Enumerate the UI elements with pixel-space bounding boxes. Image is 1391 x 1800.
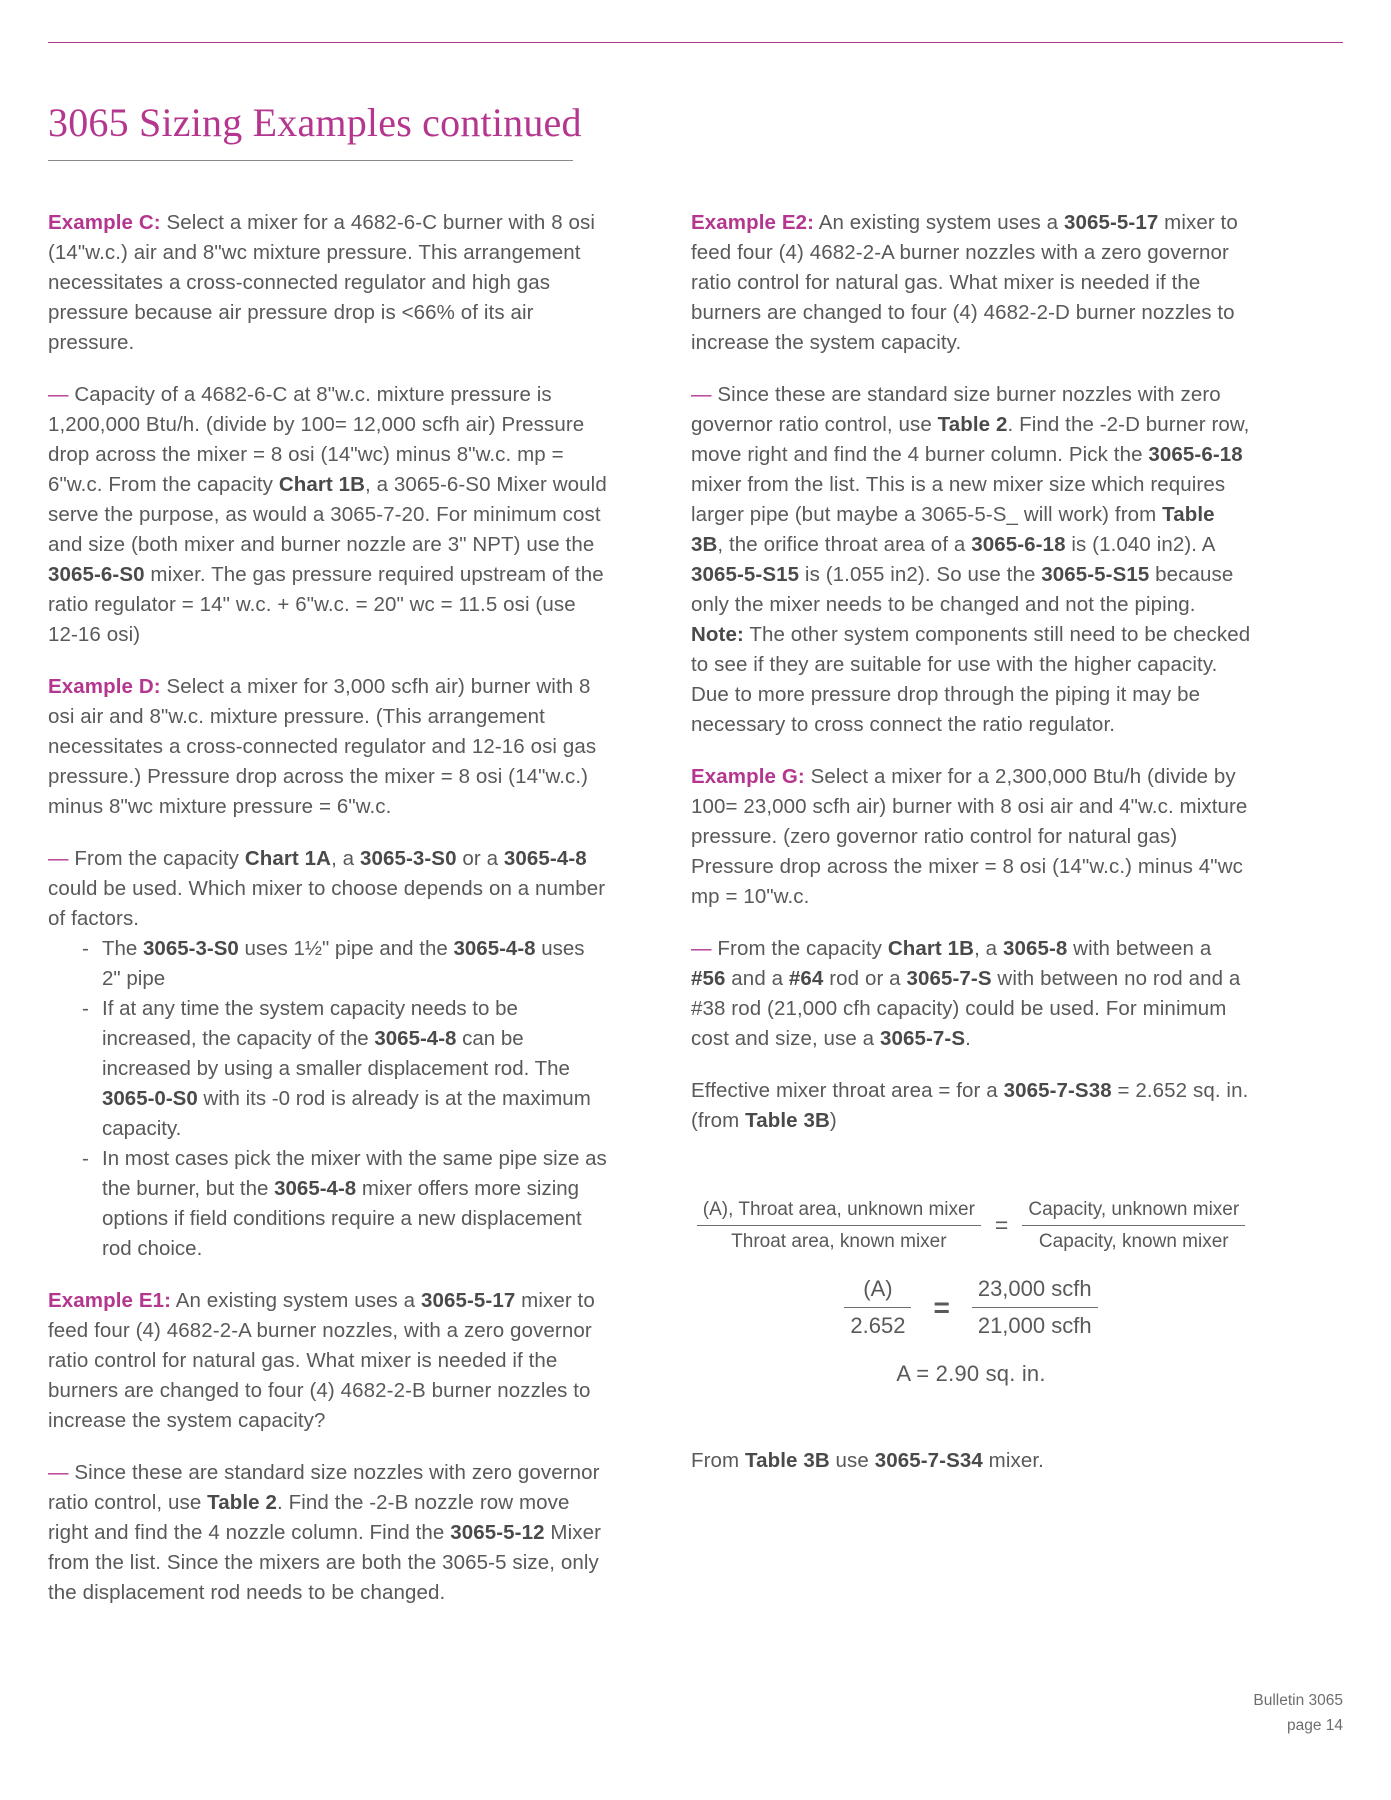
text-run: is (1.040 in2). A — [1065, 533, 1215, 556]
equals-sign: = — [933, 1292, 950, 1323]
text-run: mixer. The gas pressure required upstream of the ratio regulator = 14" w.c. + 6"w.c. = 20" wc = 11.5 osi (use 12-16 osi) — [48, 563, 604, 646]
fraction-unknown-area — [844, 1273, 911, 1342]
text-run: , a 3065-6-S0 Mixer would serve the purpose, as would a 3065-7-20. For minimum cost and size (both mixer and burner nozzle are 3" NPT) use the — [48, 473, 607, 556]
text-run: , the orifice throat area of a — [717, 533, 972, 556]
text-run: can be increased by using a smaller displacement rod. The — [102, 1027, 570, 1080]
equals-sign: = — [994, 1212, 1009, 1238]
text-run: ) — [829, 1109, 837, 1132]
em-dash-marker: — — [48, 1461, 69, 1484]
example-g-body: Select a mixer for a 2,300,000 Btu/h (divide by 100= 23,000 scfh air) burner with 8 osi air and 4"w.c. mixture pressure. (zero governor ratio control for natural gas) Pressure drop across the mixer = 8 osi (14"w.c.) minus 4"wc mp = 10"w.c. — [691, 765, 1248, 908]
fraction-capacity — [1022, 1196, 1245, 1255]
text-run: use — [829, 1449, 875, 1472]
ref-mixer-model: 3065-5-12 — [450, 1521, 545, 1544]
paragraph-example-g — [691, 762, 1251, 912]
fraction-denominator: Throat area, known mixer — [731, 1231, 947, 1252]
em-dash-marker: — — [48, 847, 69, 870]
text-run: mixer. — [982, 1449, 1044, 1472]
ref-mixer-model: 3065-5-S15 — [691, 563, 800, 586]
text-run: . — [965, 1027, 971, 1050]
text-run: An existing system uses a — [814, 211, 1064, 234]
ref-mixer-model: 3065-5-17 — [1063, 211, 1159, 234]
paragraph-throat-area — [691, 1076, 1251, 1136]
page-title: 3065 Sizing Examples continued — [48, 99, 582, 145]
ref-mixer-model: 3065-7-S — [879, 1027, 966, 1050]
fraction-numerator: 23,000 scfh — [977, 1276, 1092, 1301]
text-run: An existing system uses a — [171, 1289, 421, 1312]
text-run: mixer to feed four (4) 4682-2-A burner nozzles with a zero governor ratio control for natural gas. What mixer is needed if the burners are changed to four (4) 4682-2-D burner nozzles to increase the system capacity. — [691, 211, 1238, 354]
ref-mixer-model: 3065-7-S38 — [1003, 1079, 1112, 1102]
text-run: , a — [331, 847, 360, 870]
title-underline-rule — [48, 160, 573, 161]
example-c-label: Example C: — [48, 211, 161, 234]
text-run: or a — [456, 847, 504, 870]
fraction-denominator: 21,000 scfh — [977, 1313, 1092, 1338]
list-item — [80, 994, 608, 1144]
right-column — [691, 208, 1251, 1630]
text-run: If at any time the system capacity needs to be increased, the capacity of the — [102, 997, 518, 1050]
ref-mixer-model: 3065-0-S0 — [102, 1087, 198, 1110]
note-label: Note: — [691, 623, 744, 646]
fraction-bar — [1022, 1225, 1245, 1226]
example-d-label: Example D: — [48, 675, 161, 698]
text-run: could be used. Which mixer to choose depends on a number of factors. — [48, 877, 606, 930]
text-run: mixer offers more sizing options if field conditions require a new displacement rod choice. — [102, 1177, 582, 1260]
ref-mixer-model: 3065-5-17 — [420, 1289, 516, 1312]
paragraph-example-e1-dash — [48, 1458, 608, 1608]
footer-page-number: page 14 — [1286, 1717, 1343, 1734]
text-run: Effective mixer throat area = for a — [691, 1079, 1004, 1102]
footer-bulletin: Bulletin 3065 — [1253, 1692, 1343, 1709]
paragraph-example-e2 — [691, 208, 1251, 358]
fraction-numerator: (A), Throat area, unknown mixer — [702, 1199, 975, 1220]
paragraph-final-recommendation — [691, 1446, 1251, 1476]
ref-mixer-model: 3065-4-8 — [503, 847, 587, 870]
proportion-formula-block — [691, 1196, 1251, 1390]
fraction-bar — [972, 1307, 1098, 1308]
fraction-capacity-values — [972, 1273, 1098, 1342]
ref-mixer-model: 3065-3-S0 — [143, 937, 239, 960]
em-dash-marker: — — [691, 937, 712, 960]
paragraph-example-e2-dash — [691, 380, 1251, 740]
paragraph-example-d-dash — [48, 844, 608, 934]
ref-mixer-model: 3065-8 — [1002, 937, 1068, 960]
text-run: . Find the -2-B nozzle row move right and find the 4 nozzle column. Find the — [48, 1491, 570, 1544]
ref-chart-1b: Chart 1B — [887, 937, 975, 960]
ref-mixer-model: 3065-7-S34 — [874, 1449, 983, 1472]
example-d-body: Select a mixer for 3,000 scfh air) burner with 8 osi air and 8"w.c. mixture pressure. (This arrangement necessitates a cross-connected regulator and 12-16 osi gas pressure.) Pressure drop across the mixer = 8 osi (14"w.c.) minus 8"wc mixture pressure = 6"w.c. — [48, 675, 597, 818]
fraction-denominator: Capacity, known mixer — [1038, 1231, 1229, 1252]
ref-table-2: Table 2 — [207, 1491, 277, 1514]
two-column-body — [48, 208, 1343, 1630]
text-run: Since these are standard size burner nozzles with zero governor ratio control, use — [691, 383, 1221, 436]
ref-chart-1b: Chart 1B — [278, 473, 366, 496]
text-run: Capacity of a 4682-6-C at 8"w.c. mixture pressure is 1,200,000 Btu/h. (divide by 100= 12,000 scfh air) Pressure drop across the mixer = 8 osi (14"wc) minus 8"w.c. mp = 6"w.c. From the capacity — [48, 383, 585, 496]
text-run: The other system components still need to be checked to see if they are suitable for use with the higher capacity. Due to more pressure drop through the piping it may be necessary to cross connect the ratio regulator. — [691, 623, 1251, 736]
formula-row-definition — [691, 1196, 1251, 1255]
ref-chart-1a: Chart 1A — [244, 847, 332, 870]
paragraph-example-g-dash — [691, 934, 1251, 1054]
list-item — [80, 934, 608, 994]
ref-table-3b: Table 3B — [691, 503, 1215, 556]
formula-row-values — [691, 1273, 1251, 1342]
ref-mixer-model: 3065-5-S15 — [1041, 563, 1150, 586]
text-run: From — [691, 1449, 746, 1472]
paragraph-example-d — [48, 672, 608, 822]
paragraph-example-c-dash — [48, 380, 608, 650]
list-item — [80, 1144, 608, 1264]
factors-bullet-list — [48, 934, 608, 1264]
text-run: with between no rod and a #38 rod (21,000 cfh capacity) could be used. For minimum cost and size, use a — [691, 967, 1241, 1050]
em-dash-marker: — — [691, 383, 712, 406]
ref-table-3b: Table 3B — [745, 1109, 830, 1132]
ref-table-3b: Table 3B — [745, 1449, 830, 1472]
page-footer — [1253, 1688, 1343, 1738]
text-run: with between a — [1067, 937, 1212, 960]
paragraph-example-c — [48, 208, 608, 358]
text-run: Mixer from the list. Since the mixers are both the 3065-5 size, only the displacement rod needs to be changed. — [48, 1521, 601, 1604]
text-run: Since these are standard size nozzles with zero governor ratio control, use — [48, 1461, 600, 1514]
example-e1-label: Example E1: — [48, 1289, 172, 1312]
fraction-numerator: (A) — [863, 1276, 893, 1301]
fraction-bar — [697, 1225, 981, 1226]
example-g-label: Example G: — [691, 765, 805, 788]
text-run: is (1.055 in2). So use the — [799, 563, 1042, 586]
text-run: = 2.652 sq. in. (from — [691, 1079, 1249, 1132]
ref-mixer-model: 3065-4-8 — [374, 1027, 457, 1050]
ref-rod-size: #64 — [788, 967, 824, 990]
text-run: In most cases pick the mixer with the same pipe size as the burner, but the — [102, 1147, 607, 1200]
fraction-numerator: Capacity, unknown mixer — [1028, 1199, 1240, 1220]
text-run: with its -0 rod is already is at the maximum capacity. — [102, 1087, 591, 1140]
text-run: mixer from the list. This is a new mixer size which requires larger pipe (but maybe a 3065-5-S_ will work) from — [691, 473, 1226, 526]
ref-mixer-model: 3065-4-8 — [453, 937, 536, 960]
paragraph-example-e1 — [48, 1286, 608, 1436]
example-c-body: Select a mixer for a 4682-6-C burner with 8 osi (14"w.c.) air and 8"wc mixture pressure. This arrangement necessitates a cross-connected regulator and high gas pressure because air pressure drop is <66% of its air pressure. — [48, 211, 596, 354]
text-run: and a — [725, 967, 789, 990]
fraction-denominator: 2.652 — [850, 1313, 906, 1338]
fraction-bar — [844, 1307, 911, 1308]
ref-mixer-model: 3065-6-S0 — [48, 563, 145, 586]
text-run: because only the mixer needs to be changed and not the piping. — [691, 563, 1234, 616]
em-dash-marker: — — [48, 383, 69, 406]
formula-answer: A = 2.90 sq. in. — [896, 1361, 1046, 1386]
ref-mixer-model: 3065-6-18 — [1148, 443, 1243, 466]
text-run: uses 2" pipe — [102, 937, 585, 990]
example-e2-label: Example E2: — [691, 211, 815, 234]
left-column — [48, 208, 608, 1630]
text-run: uses 1½" pipe and the — [238, 937, 454, 960]
text-run: From the capacity — [711, 937, 888, 960]
ref-rod-size: #56 — [691, 967, 726, 990]
ref-mixer-model: 3065-3-S0 — [359, 847, 457, 870]
text-run: mixer to feed four (4) 4682-2-A burner nozzles, with a zero governor ratio control for natural gas. What mixer is needed if the burners are changed to four (4) 4682-2-B burner nozzles to increase the system capacity? — [48, 1289, 595, 1432]
fraction-throat-area — [697, 1196, 981, 1255]
text-run: . Find the -2-D burner row, move right and find the 4 burner column. Pick the — [691, 413, 1250, 466]
text-run: From the capacity — [68, 847, 245, 870]
text-run: , a — [974, 937, 1003, 960]
text-run: rod or a — [823, 967, 907, 990]
ref-mixer-model: 3065-7-S — [906, 967, 992, 990]
ref-mixer-model: 3065-6-18 — [971, 533, 1066, 556]
text-run: The — [102, 937, 144, 960]
ref-mixer-model: 3065-4-8 — [274, 1177, 357, 1200]
header-rule — [48, 42, 1343, 43]
ref-table-2: Table 2 — [937, 413, 1008, 436]
